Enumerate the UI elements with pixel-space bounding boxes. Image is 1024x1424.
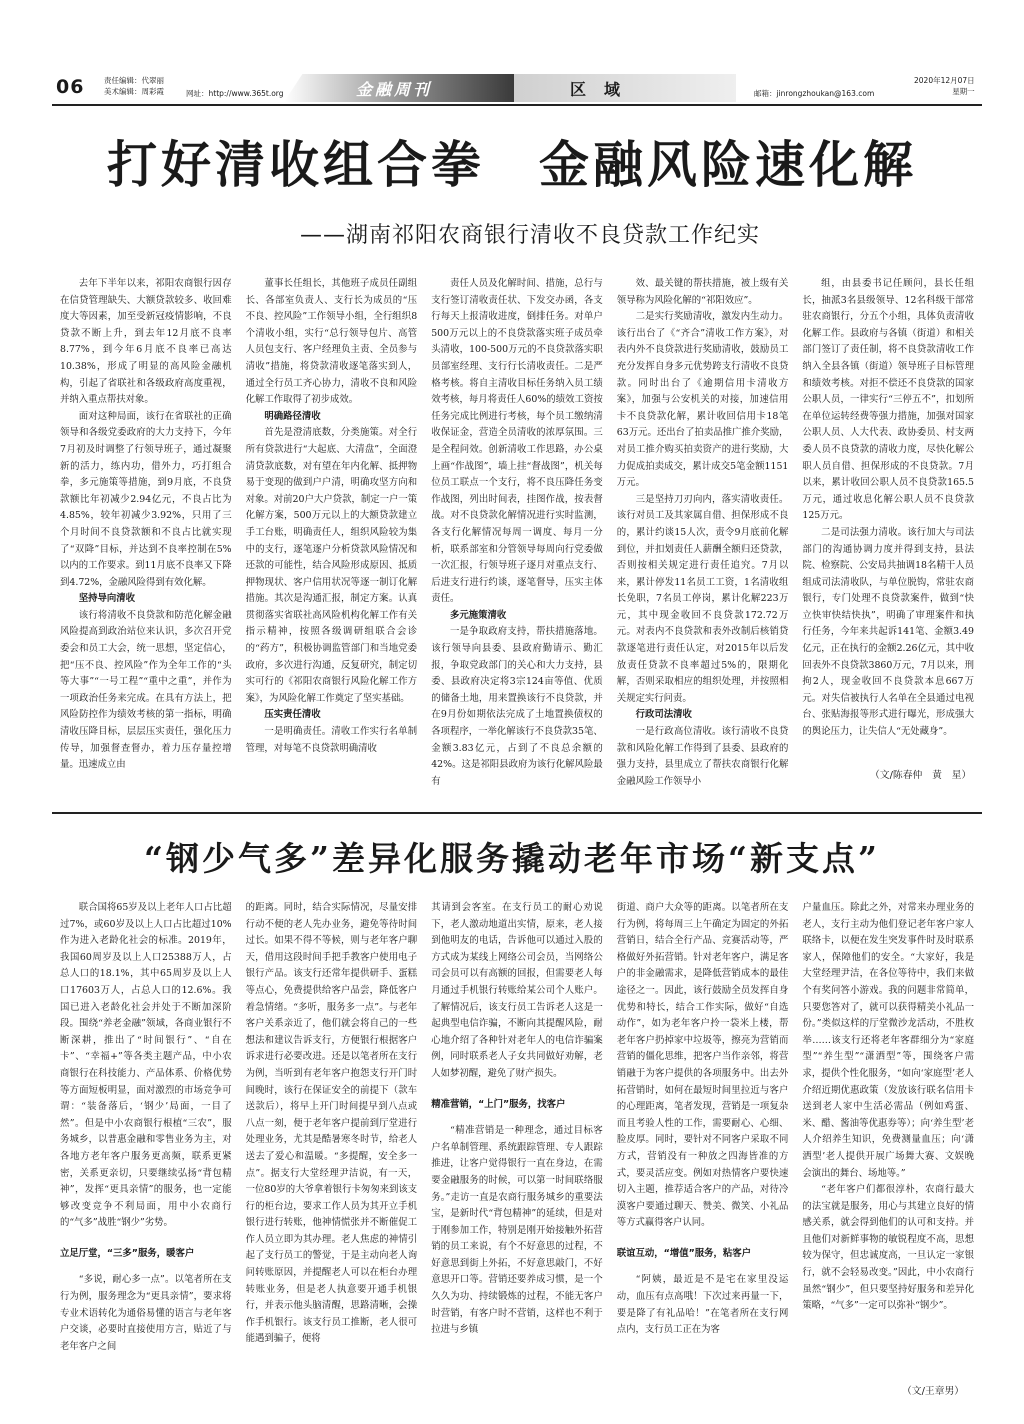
article1-subheadline: ——湖南祁阳农商银行清收不良贷款工作纪实 — [299, 223, 760, 248]
paragraph: 的距离。同时，结合实际情况，尽量安排行动不便的老人先办业务，避免等待时间过长。如果不得不等候，则与老年客户聊天，借用这段时间手把手教客户使用电子银行产品。该支行还常年提供研手、蛋糕等点心，免费提供给客户品尝，降低客户着急情绪。“多听，服务多一点”。与老年客户关系亲近了，他们就会将自己的一些想法和建议告诉支行，方便银行根据客户诉求进行必要改进。还是以笔者所在支行为例，当听到有老年客户抱怨支行开门时间晚时，该行在保证安全的前提下（款车送款后），将早上开门时间提早到八点或八点一刻，便于老年客户提前到厅堂进行处理业务，尤其是酷暑寒冬时节，给老人送去了爱心和温暖。“多提醒，安全多一点”。据支行大堂经理尹洁说，有一天，一位80岁的大爷拿着银行卡匆匆来到该支行的柜台边，要求工作人员为其开立手机银行进行转账，他神情慌张并不断催促工作人员立即为其办理。老人焦虑的神情引起了支行员工的警觉，于是主动向老人询问转账原因，并提醒老人可以在柜台办理转账业务，但是老人执意要开通手机银行，并表示他头脑清醒，思路清晰，会操作手机银行。该支行员工推断，老人很可能遇到骗子，便将 — [245, 902, 418, 1345]
editor-line: 责任编辑：代翠丽 — [104, 76, 164, 85]
paragraph: 户量血压。除此之外，对常来办理业务的老人，支行主动为他们登记老年客户家人联络卡，以便在发生突发事件时及时联系家人，保障他们的安全。“大家好，我是大堂经理尹洁，在各位等待中，我们来做个有奖问答小游戏。我的问题非常简单，只要您答对了，就可以获得精美小礼品一份。”类似这样的厅堂微沙龙活动，不胜枚举……该支行还将老年客群细分为“家庭型”“养生型”“潇洒型”等，围绕客户需求，提供个性化服务，“如向‘家庭型’老人介绍近期优惠政策（发放该行联名信用卡送到老人家中生活必需品（例如鸡蛋、米、醋、酱油等优惠券等）；向‘养生型’老人介绍养生知识，免费测量血压；向‘潇洒型’老人提供开展广场舞大赛、文娱晚会演出的舞台、场地等。” — [802, 902, 974, 1179]
section-heading: 多元施策清收 — [449, 609, 507, 621]
dateline — [914, 75, 975, 97]
paragraph: 去年下半年以来，祁阳农商银行因存在信贷管理缺失、大额贷款较多、收回难度大等因素，加至受新冠疫情影响，不良贷款不断上升，到去年12月底不良率8.77%，到今年6月底不良率已高达10.38%，形成了明显的高风险金融机构，引起了省联社和各级政府高度重视，并纳入重点帮扶对象。 — [60, 278, 232, 406]
paragraph: “多说，耐心多一点”。以笔者所在支行为例，服务理念为“更具亲情”，要求将专业术语转化为通俗易懂的语言与老年客户交谈，必要时直接使用方言，贴近了与老年客户之间 — [60, 1274, 232, 1352]
paragraph: 董事长任组长，其他班子成员任副组长、各部室负责人、支行长为成员的“压不良、控风险”工作领导小组，全行组织8个清收小组，实行“总行领导包片、高管人员包支行、客户经理负主责、全员参与清收”措施，将贷款清收逐笔落实到人，通过全行员工齐心协力，清收不良和风险化解工作取得了初步成效。 — [245, 278, 418, 406]
paragraph: 一是争取政府支持，帮扶措施落地。该行领导向县委、县政府勤请示、勤汇报，争取党政部门的关心和大力支持，县委、县政府决定将3宗124亩等值、优质的储备土地，用来置换该行不良贷款，并在9月份如期依法完成了土地置换债权的各项程序，一举化解该行不良贷款35笔、金额3.83亿元，占到了不良总余额的42%。这是祁阳县政府为该行化解风险最有 — [431, 626, 603, 787]
paragraph: 责任人员及化解时间、措施，总行与支行签订清收责任状、下发交办函，各支行每天上报清收进度，倒排任务。对单户500万元以上的不良贷款落实班子成员牵头清收，100-500万元的不良贷款落实职员部室经理、支行行长清收责任。二是严格考核。将自主清收目标任务纳入员工绩效考核，每月将责任人60%的绩效工资按任务完成比例进行考核，每个员工缴纳清收保证金，营造全员清收的浓厚氛围。三是全程问效。创新清收工作思路，办公桌上画“作战图”，墙上挂“督战图”，机关每位员工联点一个支行，将不良压降任务变作战图，列出时间表，挂图作战，按表督战。对不良贷款化解情况进行实时监测，各支行化解情况每周一调度、每月一分析，联系部室和分管领导每周向行党委做一次汇报，行领导班子逐月对重点支行、后进支行进行约谈，逐笔督导，压实主体责任。 — [431, 278, 603, 605]
paragraph: 组，由县委书记任顾问，县长任组长，抽派3名县级领导、12名科级干部常驻农商银行，分五个小组，具体负责清收化解工作。县政府与各镇（街道）和相关部门签订了责任制，将不良贷款清收工作纳入全县各镇（街道）领导班子目标管理和绩效考核。对拒不偿还不良贷款的国家公职人员，一律实行“三停五不”，扣划所在单位运转经费等强力措施，加强对国家公职人员、人大代表、政协委员、村支两委人员不良贷款的清收力度，尽快化解公职人员自借、担保形成的不良贷款。7月以来，累计收回公职人员不良贷款165.5万元，通过收息化解公职人员不良贷款125万元。 — [802, 278, 974, 522]
section-heading: 行政司法清收 — [635, 709, 692, 721]
paragraph: “精准营销是一种理念，通过目标客户名单制管理、系统跟踪管理、专人跟踪推进，让客户觉得银行一直在身边，在需要金融服务的时候，可以第一时间联络服务。”走访一直是农商行服务城乡的重要法宝，是新时代“背包精神”的延续，但是对于刚参加工作，特别是刚开始接触外拓营销的员工来说，有个不好意思的过程，不好意思到街上外拓，不好意思敲门，不好意思开口等。营销还要养成习惯，是一个久久为功、持续锻炼的过程，不能无客户时营销，有客户时不营销，这样也不利于拉进与乡镇 — [431, 1125, 603, 1336]
article1-headline: 打好清收组合拳 金融风险速化解 — [107, 135, 917, 194]
designer-line: 美术编辑：周彩霞 — [104, 87, 164, 96]
article1-column-2 — [246, 276, 418, 794]
paragraph: 二是实行奖励清收，激发内生动力。该行出台了《“齐合”清收工作方案》，对表内外不良贷款进行奖励清收，鼓励员工充分发挥自身多元优势跨支行清收不良贷款。同时出台了《逾期信用卡清收方案》，加强与公安机关的对接，加速信用卡不良贷款化解，累计收回信用卡18笔63万元。还出台了拍卖品推广推介奖励，对员工推介购买拍卖资产的进行奖励，大力促成拍卖成交，累计成交5笔金额1151万元。 — [616, 311, 789, 489]
article2-body — [60, 900, 974, 1376]
paragraph: 一是行政高位清收。该行清收不良贷款和风险化解工作得到了县委、县政府的强力支持，县里成立了帮扶农商银行化解金融风险工作领导小 — [616, 726, 789, 787]
paragraph: “阿姨，最近是不是宅在家里没运动，血压有点高哦！下次过来再量一下，要是降了有礼品哈！”在笔者所在支行网点内，支行员工正在为客 — [616, 1274, 789, 1336]
article2-column-1 — [60, 900, 232, 1376]
masthead-band — [284, 74, 736, 102]
editor-credits — [104, 75, 164, 97]
paragraph: 面对这种局面，该行在省联社的正确领导和各级党委政府的大力支持下，今年7月初及时调整了行领导班子，通过凝聚新的活力，练内功，借外力，巧打组合拳，多元施策等措施，到9月底，不良贷款额比年初减少2.94亿元，不良占比为4.85%，较年初减少3.92%，只用了三个月时间不良贷款额和不良占比就实现了“双降”目标，并达到不良率控制在5%以内的工作要求。到11月底不良率又下降到4.72%，金融风险得到有效化解。 — [60, 410, 232, 588]
article1-column-5 — [802, 276, 974, 794]
issue-date: 2020年12月07日 — [914, 76, 975, 85]
article2-column-3 — [431, 900, 603, 1376]
section-heading: 坚持导向清收 — [78, 593, 136, 605]
article2-column-5 — [802, 900, 974, 1376]
email-link[interactable]: 邮箱：jinrongzhoukan@163.com — [754, 89, 875, 98]
article2-column-2 — [246, 900, 418, 1376]
paragraph: 街道、商户大众等的距离。以笔者所在支行为例，将每周三上午确定为固定的外拓营销日，结合全行产品、竞赛活动等，严格做好外拓营销。针对老年客户，满足客户的非金融需求，是降低营销成本的最佳途径之一。因此，该行鼓励全员发挥自身优势和特长，结合工作实际，做好“自选动作”，如为老年客户拎一袋米上楼，帮老年客户扔掉家中垃圾等，擦亮为营销而营销的僵化思维，把客户当作亲邻，将营销融于为客户提供的各项服务中。出去外拓营销时，如何在最短时间里拉近与客户的心理距离，笔者发现，营销是一项复杂而且考验人性的工作，需要耐心、心细、脸皮厚。同时，要针对不同客户采取不同方式，营销没有一种放之四海皆准的方式，要灵活应变。例如对热情客户要快速切入主题，推荐适合客户的产品，对待冷漠客户要通过聊天、赞美、微笑、小礼品等方式赢得客户认同。 — [616, 902, 789, 1229]
paper-title: 金融周刊 — [356, 80, 433, 99]
section-heading: 压实责任清收 — [264, 709, 321, 721]
paragraph: 一是明确责任。清收工作实行名单制管理，对每笔不良贷款明确清收 — [245, 726, 418, 754]
article1-column-4 — [617, 276, 789, 794]
paragraph: 三是坚持刀刃向内，落实清收责任。该行对员工及其家属自借、担保形成不良的，累计约谈15人次，责令9月底前化解到位，并扣划责任人薪酬全额归还贷款，否则按相关规定进行责任追究。7月以来，累计停发11名员工工资，1名清收组长免职，7名员工停岗，累计化解223万元，其中现金收回不良贷款172.72万元。对表内不良贷款和表外改制后核销贷款逐笔进行责任认定，对2015年以后发放责任贷款不良率超过5%的，限期化解，否则采取相应的组织处理，并按照相关规定实行问责。 — [616, 493, 789, 704]
article2-headline: “钢少气多”差异化服务撬动老年市场“新支点” — [144, 839, 880, 878]
article2-column-4 — [617, 900, 789, 1376]
article-separator — [52, 812, 982, 814]
section-name: 区域 — [570, 80, 639, 99]
section-heading: 精准营销，“上门”服务，找客户 — [431, 1098, 566, 1110]
article2-byline: （文/王章男） — [902, 1386, 965, 1397]
article1-column-3 — [431, 276, 603, 794]
website-link[interactable]: 网址：http://www.365t.org — [186, 89, 284, 98]
paragraph: 二是司法强力清收。该行加大与司法部门的沟通协调力度并得到支持，县法院、检察院、公安局共抽调18名精干人员组成司法清收队，与单位脱钩，常驻农商银行，专门处理不良贷款案件，做到“快立快审快结快执”，明确了审理案件和执行任务，今年来共起诉141笔、金额3.49亿元，正在执行的金额2.26亿元，其中收回表外不良贷款3860万元，7月以来，刑拘2人，现金收回不良贷款本息667万元。对失信被执行人名单在全县通过电视台、张贴海报等形式进行曝光，形成强大的舆论压力，让失信人“无处藏身”。 — [802, 526, 974, 738]
article1-column-1 — [60, 276, 232, 794]
section-heading: 明确路径清收 — [264, 410, 321, 422]
section-heading: 联谊互动，“增值”服务，粘客户 — [616, 1247, 751, 1259]
article1-byline: （文/陈春仲 黄 星） — [870, 770, 972, 781]
paragraph: 其请到会客室。在支行员工的耐心劝说下，老人激动地道出实情，原来，老人接到他明友的电话，告诉他可以通过入股的方式成为某线上网络公司会员，当网络公司会员可以有高额的回报，但需要老人每月通过手机银行转账给某公司个人账户。了解情况后，该支行员工告诉老人这是一起典型电信诈骗，不断向其提醒风险，耐心地介绍了各种针对老年人的电信诈骗案例，同时联系老人子女共同做好劝解，老人如梦初醒，避免了财产损失。 — [431, 902, 603, 1079]
paragraph: 首先是澄清底数，分类施策。对全行所有贷款进行“大起底、大清盘”，全面澄清贷款底数，对有望在年内化解、抵押物易于变现的做到户户清，明确攻坚方向和对象。对前20户大户贷款，制定一户一策化解方案，500万元以上的大额贷款建立手工台账，明确责任人，组织风险较为集中的支行，逐笔逐户分析贷款风险情况和还款的可能性，结合风险形成原因、抵质押物现状、客户信用状况等逐一制订化解措施。其次是沟通汇报，制定方案。认真贯彻落实省联社高风险机构化解工作有关指示精神，按照各级调研组联合会诊的“药方”，积极协调监管部门和当地党委政府，多次进行沟通，反复研究，制定切实可行的《祁阳农商银行风险化解工作方案》，为风险化解工作奠定了坚实基础。 — [245, 427, 418, 704]
paragraph: 联合国将65岁及以上老年人口占比超过7%，或60岁及以上人口占比超过10%作为进入老龄化社会的标准。2019年，我国60周岁及以上人口25388万人，占总人口的18.1%，其中65周岁及以上人口17603万人，占总人口的12.6%。我国已进入老龄化社会并处于不断加深阶段。围绕“养老金融”领域，各商业银行不断深耕，推出了“时间银行”、“自在卡”、“幸福+”等各类主题产品，中小农商银行在科技能力、产品体系、价格优势等方面短板明显，面对激烈的市场竞争可谓：“装备落后，‘钢少’局面，一目了然”。但是中小农商银行根植“三农”，服务城乡，以普惠金融和零售业务为主，对各地方老年客户服务更高频，联系更紧密，关系更亲切，只要继续弘扬“背包精神”，发挥“更具亲情”的服务，也一定能够改变竞争不利局面，用中小农商行的“气多”战胜“钢少”劣势。 — [60, 902, 232, 1229]
paragraph: 效、最关键的帮扶措施，被上级有关领导称为风险化解的“祁阳效应”。 — [616, 278, 789, 306]
paragraph: “老年客户们都很淳朴，农商行最大的法宝就是服务，用心与其建立良好的情感关系，就会得到他们的认可和支持。并且他们对新鲜事物的敏锐程度不高，思想较为保守，但忠诚度高，一旦认定一家银行，就不会轻易改变。”因此，中小农商行虽然“钢少”，但只要坚持好服务和差异化策略，“气多”一定可以弥补“钢少”。 — [802, 1184, 974, 1312]
masthead-rule — [52, 104, 982, 106]
issue-weekday: 星期一 — [952, 87, 975, 96]
article1-body — [60, 276, 974, 794]
masthead — [52, 74, 982, 104]
section-heading: 立足厅堂，“三多”服务，暖客户 — [60, 1247, 195, 1259]
page-number: 06 — [56, 76, 85, 98]
paragraph: 该行将清收不良贷款和防范化解金融风险提高到政治站位来认识，多次召开党委会和员工大会，统一思想，坚定信心，把“压不良、控风险”作为全年工作的“头等大事”“一号工程”“重中之重”，并作为一项政治任务来完成。在具有方法上，把风险防控作为绩效考核的第一指标，明确清收压降目标，层层压实责任，强化压力传导，加强督查督办，着力压存量控增量。迅速成立由 — [60, 609, 232, 771]
